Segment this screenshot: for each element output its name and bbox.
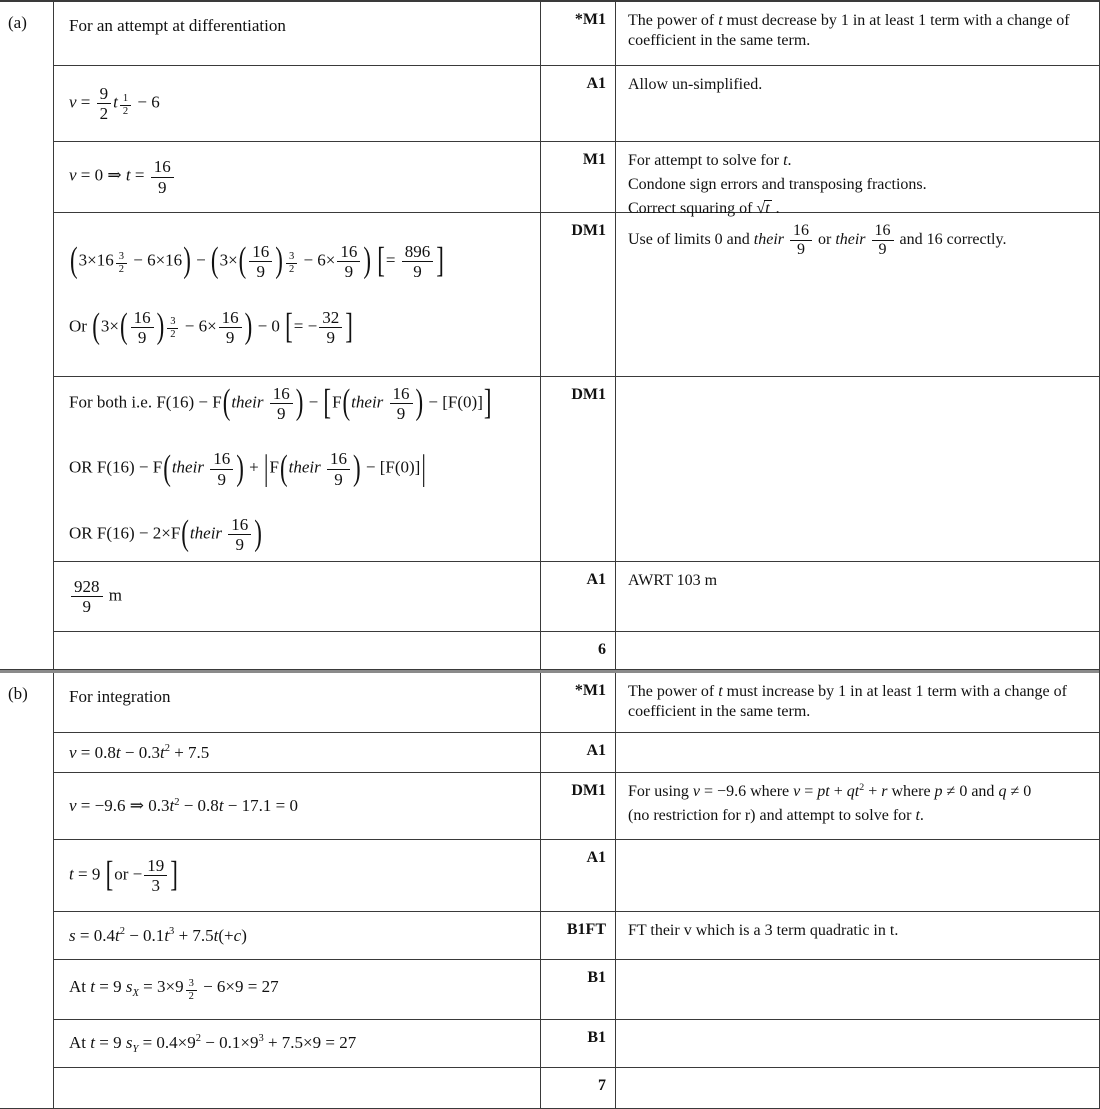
- working-line: At t = 9 sX = 3×9 $\frac{3}{2}$ − 6×9 = 27: [69, 977, 279, 1002]
- fraction: $\frac{16}{9}$: [210, 449, 233, 488]
- italic-var: their: [189, 522, 223, 542]
- working-line: $\frac{928}{9}$ m: [69, 577, 532, 616]
- italic-var: t: [90, 977, 95, 997]
- working-cell: [53, 840, 540, 912]
- subscript: [132, 989, 138, 1000]
- comment-cell: [615, 632, 1099, 670]
- working-cell: [53, 673, 540, 733]
- superscript: [165, 316, 180, 341]
- fraction: $\frac{16}{9}$: [219, 308, 242, 347]
- italic-var: t: [69, 864, 74, 884]
- tall-delimiter: (: [238, 241, 247, 280]
- italic-var: v: [793, 783, 801, 800]
- italic-var: t: [159, 742, 165, 762]
- fraction: $\frac{16}{9}$: [790, 222, 812, 259]
- italic-var: t: [213, 925, 219, 945]
- mark-label: DM1: [540, 773, 615, 840]
- working-cell: [53, 960, 540, 1020]
- tall-delimiter: ]: [170, 854, 178, 894]
- italic-var: their: [835, 231, 866, 249]
- comment-cell: [615, 840, 1099, 912]
- mark-label: M1: [540, 142, 615, 213]
- tall-delimiter: (: [342, 383, 351, 422]
- working-line: v = $\frac{9}{2}$ t $\frac{1}{2}$ − 6: [69, 83, 160, 123]
- comment-line: Correct squaring of √t .: [628, 200, 780, 217]
- working-cell: [53, 66, 540, 142]
- italic-var: v: [69, 165, 77, 185]
- working-line: For integration: [69, 687, 171, 706]
- superscript: [114, 251, 129, 276]
- mark-label: A1: [540, 840, 615, 912]
- comment-cell: [615, 562, 1099, 632]
- comment-line: (no restriction for r) and attempt to solve for t.: [628, 807, 924, 824]
- comment-line: The power of t must increase by 1 in at least 1 term with a change of coefficient in the same term.: [628, 683, 1067, 720]
- italic-var: Y: [132, 1043, 139, 1055]
- tall-delimiter: (: [210, 241, 219, 280]
- italic-var: t: [114, 925, 120, 945]
- comment-cell: [615, 377, 1099, 562]
- fraction: $\frac{16}{9}$: [249, 242, 272, 281]
- tall-delimiter: (: [222, 383, 231, 422]
- fraction: $\frac{32}{9}$: [319, 308, 342, 347]
- mark-label: *M1: [540, 2, 615, 66]
- italic-var: c: [233, 925, 242, 945]
- fraction: $\frac{16}{9}$: [327, 449, 350, 488]
- mark-label: B1FT: [540, 912, 615, 960]
- fraction: $\frac{16}{9}$: [228, 515, 251, 554]
- fraction: $\frac{3}{2}$: [116, 251, 127, 276]
- working-cell: [53, 2, 540, 66]
- mark-label: 6: [540, 632, 615, 670]
- comment-line: Allow un-simplified.: [628, 76, 763, 93]
- fraction: $\frac{3}{2}$: [186, 978, 197, 1003]
- italic-var: r: [881, 783, 888, 800]
- comment-cell: [615, 66, 1099, 142]
- working-cell: [53, 213, 540, 377]
- part-label: (b): [0, 673, 53, 1109]
- tall-delimiter: ): [295, 383, 304, 422]
- italic-var: t: [169, 796, 175, 816]
- working-line: t = 9 [or − $\frac{19}{3}$ ]: [69, 854, 178, 895]
- working-cell: [53, 562, 540, 632]
- tall-delimiter: |: [421, 448, 426, 487]
- comment-cell: [615, 673, 1099, 733]
- italic-var: q: [998, 783, 1007, 800]
- tall-delimiter: (: [279, 448, 288, 487]
- tall-delimiter: [: [105, 854, 114, 894]
- tall-delimiter: ]: [436, 241, 444, 280]
- italic-var: their: [288, 457, 321, 477]
- tall-delimiter: ): [275, 241, 283, 280]
- italic-var: t: [113, 92, 118, 112]
- superscript: 2: [164, 743, 170, 755]
- italic-var: v: [69, 742, 77, 762]
- fraction: $\frac{9}{2}$: [97, 84, 112, 123]
- working-cell: [53, 733, 540, 773]
- tall-delimiter: (: [181, 513, 189, 552]
- mark-label: DM1: [540, 377, 615, 562]
- working-line: v = 0 ⇒ t = $\frac{16}{9}$: [69, 157, 532, 196]
- fraction: $\frac{16}{9}$: [270, 384, 293, 423]
- superscript: 2: [119, 926, 125, 938]
- working-cell: [53, 142, 540, 213]
- working-line: v = −9.6 ⇒ 0.3t2 − 0.8t − 17.1 = 0: [69, 796, 298, 816]
- comment-cell: [615, 213, 1099, 377]
- tall-delimiter: |: [263, 448, 269, 487]
- mark-label: A1: [540, 66, 615, 142]
- comment-cell: [615, 960, 1099, 1020]
- italic-var: v: [692, 783, 701, 800]
- fraction: $\frac{16}{9}$: [390, 384, 413, 423]
- superscript: 2: [195, 1033, 202, 1045]
- tall-delimiter: ): [363, 241, 372, 280]
- section-b: [0, 670, 1099, 1109]
- working-line: For an attempt at differentiation: [69, 16, 286, 35]
- fraction: $\frac{1}{2}$: [120, 93, 131, 118]
- italic-var: s: [125, 977, 133, 997]
- tall-delimiter: ): [415, 383, 424, 422]
- section-a: [0, 2, 1099, 670]
- italic-var: v: [69, 92, 77, 112]
- working-line: (3×16 $\frac{3}{2}$ − 6×16) − (3×( $\frac{16}{9}$ ) $\frac{3}{2}$ − 6× $\frac{16}{9}$ ) [= $\frac{896}{9}$ ]: [70, 241, 444, 282]
- italic-var: their: [231, 392, 264, 412]
- tall-delimiter: ]: [345, 306, 353, 345]
- italic-var: their: [351, 392, 384, 412]
- subscript: [132, 1045, 138, 1056]
- italic-var: p: [934, 783, 943, 800]
- fraction: $\frac{19}{3}$: [144, 856, 167, 895]
- working-cell: [53, 377, 540, 562]
- fraction: $\frac{3}{2}$: [167, 316, 178, 341]
- working-line: Or (3×( $\frac{16}{9}$ ) $\frac{3}{2}$ − 6× $\frac{16}{9}$ ) − 0 [= − $\frac{32}{9}$ ]: [69, 306, 353, 347]
- working-line: v = 0.8t − 0.3t2 + 7.5: [69, 742, 210, 762]
- tall-delimiter: (: [163, 448, 171, 487]
- comment-cell: [615, 142, 1099, 217]
- italic-var: t: [915, 807, 920, 824]
- tall-delimiter: ): [156, 306, 165, 345]
- italic-var: s: [125, 1032, 133, 1052]
- italic-var: v: [69, 796, 77, 816]
- comment-line: For attempt to solve for t.: [628, 152, 792, 169]
- italic-var: t: [718, 683, 723, 700]
- working-line: At t = 9 sY = 0.4×92 − 0.1×93 + 7.5×9 = 27: [69, 1032, 357, 1055]
- mark-label: B1: [540, 1020, 615, 1068]
- tall-delimiter: (: [119, 306, 128, 345]
- italic-var: pt: [817, 783, 830, 800]
- working-line: OR F(16) − 2×F(their $\frac{16}{9}$ ): [69, 513, 262, 554]
- tall-delimiter: [: [323, 383, 332, 422]
- tall-delimiter: ): [352, 448, 361, 487]
- italic-var: t: [718, 12, 723, 29]
- comment-cell: [615, 912, 1099, 960]
- fraction: $\frac{3}{2}$: [286, 251, 297, 276]
- working-line: For both i.e. F(16) − F(their $\frac{16}{9}$ ) − [F(their $\frac{16}{9}$ ) − [F(0)]]: [69, 383, 492, 424]
- italic-var: t: [115, 742, 121, 762]
- italic-var: qt: [846, 783, 860, 800]
- comment-cell: [615, 733, 1099, 773]
- superscript: 2: [174, 796, 180, 808]
- fraction: $\frac{896}{9}$: [402, 242, 434, 281]
- tall-delimiter: (: [70, 241, 78, 280]
- italic-var: their: [171, 457, 204, 477]
- superscript: [184, 978, 199, 1003]
- italic-var: t: [218, 796, 224, 816]
- superscript: [118, 93, 133, 118]
- working-line: OR F(16) − F(their $\frac{16}{9}$ ) + |F(their $\frac{16}{9}$ ) − [F(0)]|: [69, 448, 426, 489]
- mark-label: DM1: [540, 213, 615, 377]
- italic-var: their: [753, 231, 784, 249]
- mark-label: *M1: [540, 673, 615, 733]
- fraction: $\frac{16}{9}$: [337, 242, 360, 281]
- italic-var: t: [783, 152, 788, 169]
- superscript: 2: [859, 781, 865, 793]
- comment-line: For using v = −9.6 where v = pt + qt2 + r where p ≠ 0 and q ≠ 0: [628, 781, 1032, 800]
- fraction: $\frac{16}{9}$: [151, 157, 174, 196]
- square-root: √t: [756, 200, 770, 217]
- mark-label: 7: [540, 1068, 615, 1109]
- working-cell: [53, 1068, 540, 1109]
- italic-var: X: [132, 988, 139, 1000]
- mark-label: A1: [540, 733, 615, 773]
- tall-delimiter: [: [285, 306, 293, 345]
- comment-line: FT their v which is a 3 term quadratic in t.: [628, 922, 899, 939]
- comment-cell: [615, 1020, 1099, 1068]
- working-line: s = 0.4t2 − 0.1t3 + 7.5t(+c): [69, 925, 247, 945]
- comment-line: Use of limits 0 and their $\frac{16}{9}$ or their $\frac{16}{9}$ and 16 correctly.: [628, 222, 1007, 258]
- comment-line: The power of t must decrease by 1 in at least 1 term with a change of coefficient in the same term.: [628, 12, 1070, 49]
- mark-label: B1: [540, 960, 615, 1020]
- fraction: $\frac{16}{9}$: [131, 308, 154, 347]
- working-cell: [53, 632, 540, 670]
- working-cell: [53, 1020, 540, 1068]
- comment-cell: [615, 2, 1099, 66]
- italic-var: t: [90, 1032, 95, 1052]
- mark-label: A1: [540, 562, 615, 632]
- italic-var: t: [164, 925, 170, 945]
- italic-var: t: [125, 165, 131, 185]
- comment-cell: [615, 773, 1099, 840]
- fraction: $\frac{16}{9}$: [872, 222, 894, 259]
- superscript: 3: [258, 1033, 264, 1045]
- working-cell: [53, 912, 540, 960]
- part-label: (a): [0, 2, 53, 670]
- tall-delimiter: ): [236, 448, 244, 487]
- working-cell: [53, 773, 540, 840]
- tall-delimiter: ): [244, 306, 253, 345]
- superscript: 3: [169, 926, 175, 938]
- tall-delimiter: [: [377, 241, 385, 280]
- superscript: [284, 251, 299, 276]
- comment-cell: [615, 1068, 1099, 1109]
- fraction: $\frac{928}{9}$: [71, 577, 103, 616]
- tall-delimiter: ): [183, 241, 191, 280]
- tall-delimiter: (: [92, 306, 100, 345]
- italic-var: t: [765, 200, 770, 217]
- tall-delimiter: ]: [483, 383, 492, 422]
- italic-var: s: [69, 925, 76, 945]
- comment-line: AWRT 103 m: [628, 572, 718, 589]
- tall-delimiter: ): [254, 513, 262, 552]
- comment-line: Condone sign errors and transposing fractions.: [628, 176, 927, 193]
